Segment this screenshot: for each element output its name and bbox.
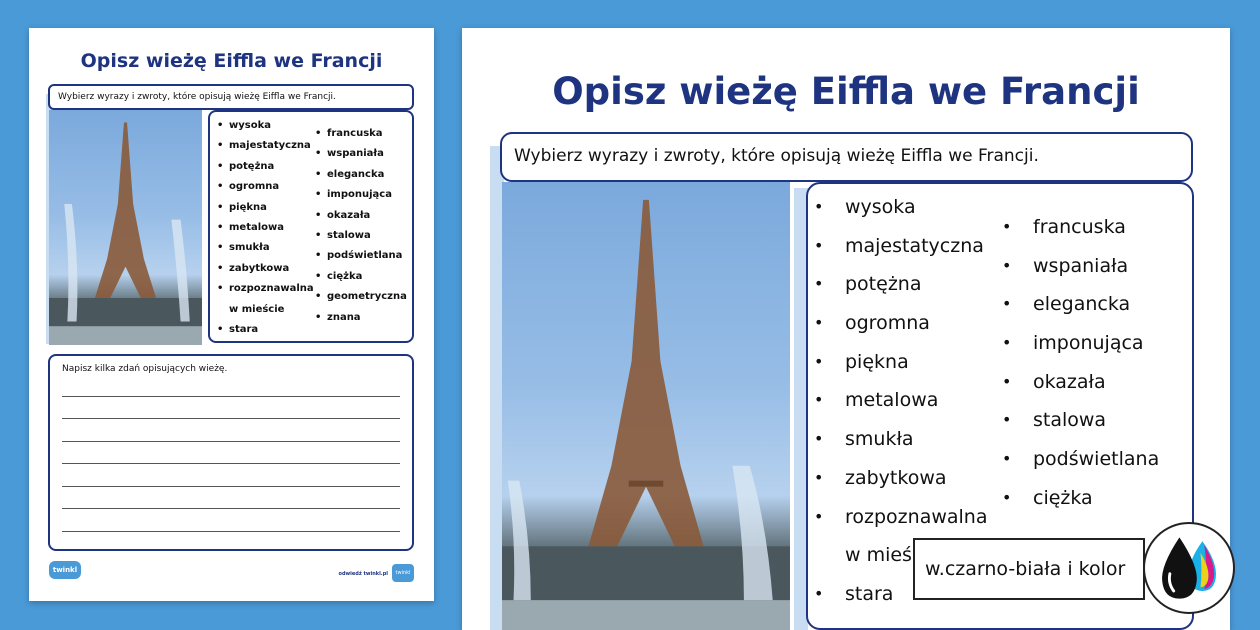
word-item: • stara [812,575,987,614]
word-item: • rozpoznawalna [812,498,987,537]
writing-line [62,531,400,532]
instruction-text: Wybierz wyrazy i zwroty, które opisują wieżę Eiffla we Francji. [58,92,336,102]
eiffel-tower-photo [49,110,202,345]
word-item: • elegancka [1000,285,1159,324]
word-item: • imponująca [314,185,407,205]
writing-line [62,418,400,419]
word-item: • rozpoznawalna [216,279,314,299]
worksheet-title: Opisz wieżę Eiffla we Francji [80,50,383,72]
word-item: • geometryczna [314,287,407,307]
word-list-column-2 [1000,208,1159,518]
worksheet-title: Opisz wieżę Eiffla we Francji [552,70,1140,113]
word-item: • francuska [1000,208,1159,247]
word-list-column-2 [314,124,407,328]
word-item: • francuska [314,124,407,144]
word-item: • potężna [216,157,314,177]
word-item: • wysoka [812,188,987,227]
word-list-column-1 [216,116,314,340]
word-item: • piękna [216,198,314,218]
word-item: • piękna [812,343,987,382]
footer-url: odwiedź twinkl.pl [338,571,388,577]
writing-box [48,354,414,551]
word-item: • stalowa [314,226,407,246]
writing-line [62,441,400,442]
instruction-box [48,84,414,110]
word-item: • elegancka [314,165,407,185]
eiffel-tower-illustration [49,110,202,345]
twinkl-badge: twinkl [392,564,414,582]
word-item: • podświetlana [314,246,407,266]
word-item: • wspaniała [314,144,407,164]
word-item: • majestatyczna [216,136,314,156]
word-item: w mieście [229,303,285,315]
word-item: • ciężka [1000,479,1159,518]
word-item: • wysoka [216,116,314,136]
ink-drops-icon [1145,524,1233,612]
writing-line [62,486,400,487]
writing-line [62,396,400,397]
worksheet-preview-small [29,28,434,601]
word-item: • podświetlana [1000,440,1159,479]
word-item: • ciężka [314,267,407,287]
word-item: • smukła [216,238,314,258]
eiffel-tower-illustration [502,182,790,630]
word-item: • potężna [812,265,987,304]
instruction-text: Wybierz wyrazy i zwroty, które opisują wieżę Eiffla we Francji. [514,146,1039,166]
word-item: w mieś [845,544,912,567]
word-item: • majestatyczna [812,227,987,266]
word-item: • imponująca [1000,324,1159,363]
word-item: • okazała [314,206,407,226]
instruction-box [500,132,1193,182]
word-item: • smukła [812,420,987,459]
word-item: • znana [314,308,407,328]
word-item: • ogromna [216,177,314,197]
ink-drops-badge [1143,522,1235,614]
word-item: • ogromna [812,304,987,343]
word-item: • metalowa [216,218,314,238]
eiffel-tower-photo [502,182,790,630]
twinkl-logo: twinkl [49,561,81,579]
word-item: • metalowa [812,381,987,420]
bw-and-color-label: w.czarno-biała i kolor [913,538,1145,600]
word-list-box [208,110,414,343]
writing-prompt: Napisz kilka zdań opisujących wieżę. [62,364,228,374]
word-item: • stalowa [1000,401,1159,440]
word-item: • zabytkowa [812,459,987,498]
writing-line [62,463,400,464]
word-item: • zabytkowa [216,259,314,279]
word-item: • wspaniała [1000,247,1159,286]
word-item: • stara [216,320,314,340]
writing-line [62,508,400,509]
word-item: • okazała [1000,363,1159,402]
